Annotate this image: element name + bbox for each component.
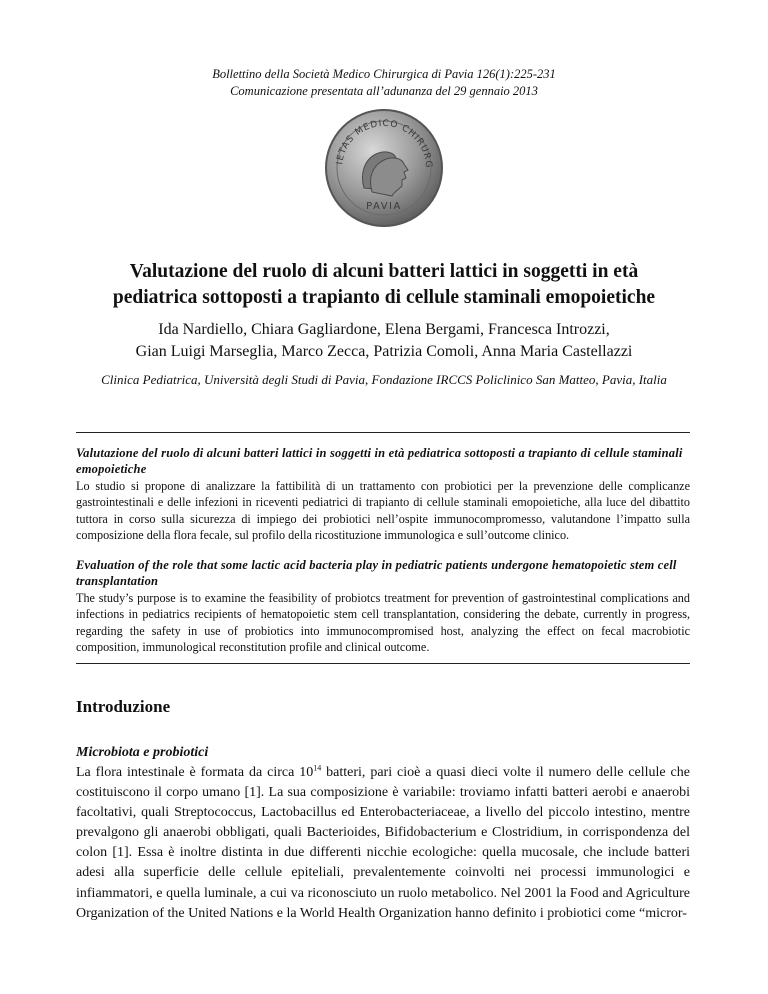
seal-text-top: IETAS MEDICO CHIRURG [335, 118, 434, 169]
subsection-heading: Microbiota e probiotici [76, 745, 209, 760]
authors-line-1: Ida Nardiello, Chiara Gagliardone, Elena Bergami, Francesca Introzzi, [158, 321, 610, 338]
abstract-top-rule [76, 432, 690, 433]
seal-text-bottom: PAVIA [366, 201, 402, 212]
affiliation: Clinica Pediatrica, Università degli Studi di Pavia, Fondazione IRCCS Policlinico San Matteo, Pavia, Italia [101, 372, 667, 387]
journal-header [0, 66, 768, 100]
exponent: 14 [313, 763, 322, 773]
abstract-it-text: Lo studio si propone di analizzare la fattibilità di un trattamento con probiotici per la prevenzione delle complicanze gastrointestinali e delle infezioni in riceventi pediatrici di trapianto di cellule staminali emopoietiche, alla luce del dibattito tuttora in corso sulla sicurezza di impiego dei probiotici nell’ospite immunocompromesso, valutandone l’impatto sulla composizione della flora fecale, sul profilo della ricostituzione immunologica e sull’outcome clinico. [76, 479, 690, 542]
abstract-it-title: Valutazione del ruolo di alcuni batteri lattici in soggetti in età pediatrica sottoposti a trapianto di cellule staminali emopoietiche [76, 446, 683, 476]
abstract-en-text: The study’s purpose is to examine the feasibility of probiotcs treatment for prevention of gastrointestinal complications and infections in pediatrics recipients of hematopoietic stem cell transplantation, considering the debate, currently in progress, regarding the safety in use of probiotics into immunocompromised host, analyzing the effect on fecal macrobiotic composition, immunological reconstitution profile and clinical outcome. [76, 591, 690, 654]
article-title-line-2: pediatrica sottoposti a trapianto di cellule staminali emopoietiche [112, 287, 656, 308]
author-list [40, 319, 728, 363]
body-text-rest: batteri, pari cioè a quasi dieci volte il numero delle cellule che costituiscono il corpo umano [1]. La sua composizione è variabile: troviamo infatti batteri aerobi e anaerobi facoltativi, quali Streptococcus, Lactobacillus ed Enterobacteriaceae, a livello del piccolo intestino, mentre prevalgono gli anaerobi obbligati, quali Bacterioides, Bifidobacterium e Clostridium, in corrispondenza del colon [1]. Essa è inoltre distinta in due differenti nicchie ecologiche: quella mucosale, che include batteri adesi alla superficie delle cellule epiteliali, prevalentemente coinvolti nei processi immunologici e infiammatori, e quella luminale, a cui va riconosciuto un ruolo metabolico. Nel 2001 la Food and Agriculture Organization of the United Nations e la World Health Organization hanno definito i probiotici come “micror- [76, 765, 690, 921]
journal-citation: Bollettino della Società Medico Chirurgica di Pavia 126(1):225-231 [212, 67, 556, 81]
authors-line-2: Gian Luigi Marseglia, Marco Zecca, Patrizia Comoli, Anna Maria Castellazzi [135, 343, 633, 360]
abstract-bottom-rule [76, 663, 690, 664]
society-seal-icon [324, 108, 444, 228]
communication-date: Comunicazione presentata all’adunanza del 29 gennaio 2013 [230, 84, 538, 98]
abstract-en-title: Evaluation of the role that some lactic acid bacteria play in pediatric patients undergone hematopoietic stem cell transplantation [76, 558, 677, 588]
body-paragraph [76, 763, 690, 924]
seal-medal-graphic [324, 108, 444, 228]
article-title [40, 259, 728, 311]
section-heading: Introduzione [76, 697, 171, 716]
article-title-line-1: Valutazione del ruolo di alcuni batteri lattici in soggetti in età [129, 261, 639, 282]
body-text-start: La flora intestinale è formata da circa 10 [76, 765, 314, 780]
